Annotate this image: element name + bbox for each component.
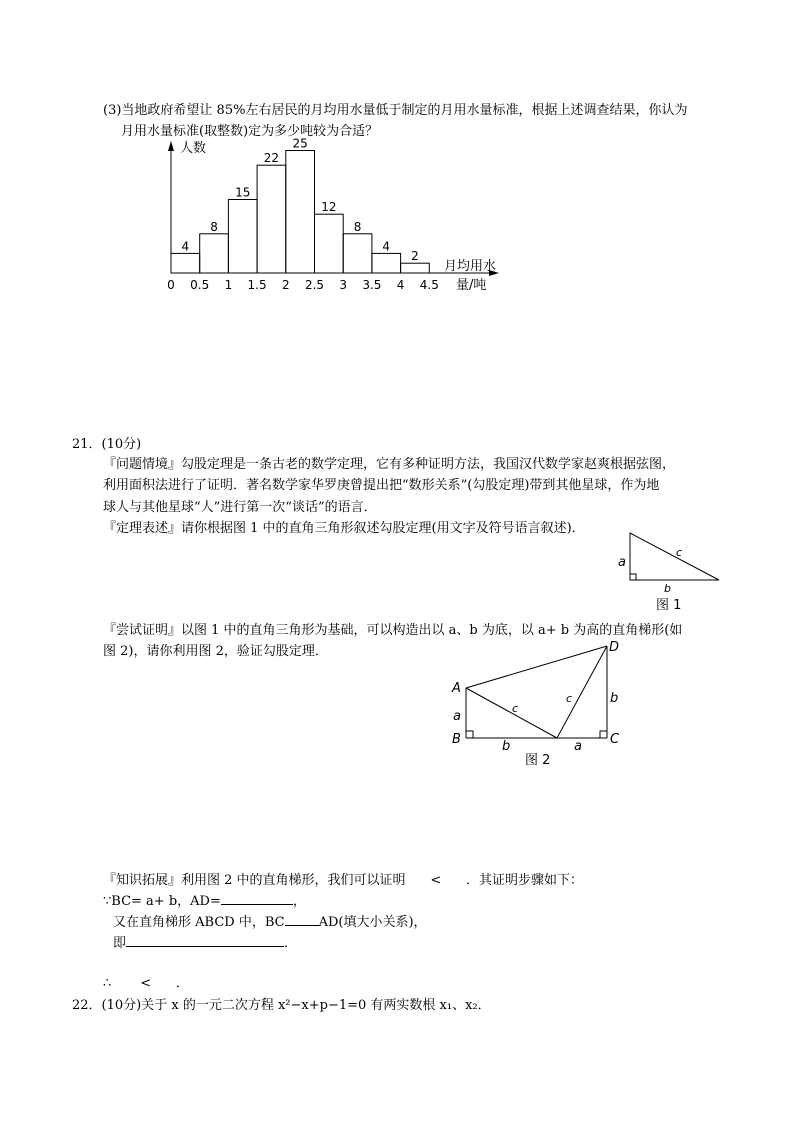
x-tick-label: 2 [281,278,290,292]
fig1-label-c: c [676,546,683,559]
q22-line: 22．(10分)关于 x 的一元二次方程 x²−x+p−1=0 有两实数根 x₁、x₂． [72,998,491,1013]
fig2-label-c-upper: c [566,692,573,705]
fig2-right-angle-C [600,731,607,738]
q21-step2-suffix: AD(填大小关系)， [318,915,427,930]
q21-step3-suffix: ． [284,936,298,951]
q21-intro-line1: 『问题情境』勾股定理是一条古老的数学定理，它有多种证明方法，我国汉代数学家赵爽根据弦图， [103,457,676,472]
fig2-edge-ED [557,646,607,738]
bar-value-label: 15 [235,185,251,200]
inequality-answer-blank[interactable] [126,934,284,947]
q20-part3-line2: 月用水量标准(取整数)定为多少吨较为合适？ [121,124,379,139]
bar-value-label: 2 [411,249,419,264]
ad-answer-blank[interactable] [221,892,293,905]
fig1-label-b: b [664,582,671,595]
x-tick-label: 0 [167,278,175,292]
q21-intro-line2: 利用面积法进行了证明．著名数学家华罗庚曾提出把“数形关系”(勾股定理)带到其他星球，作为地 [103,478,660,493]
q21-statement: 『定理表述』请你根据图 1 中的直角三角形叙述勾股定理(用文字及符号语言叙述)． [103,521,585,536]
bar-value-label: 4 [181,239,190,254]
x-tick-label: 3 [339,278,348,292]
relation-answer-blank[interactable] [285,913,319,926]
bar-value-label: 12 [321,200,337,215]
x-tick-label: 2.5 [304,278,325,292]
x-tick-label: 3.5 [362,278,382,292]
fig2-label-a-left: a [453,709,461,724]
fig2-label-C: C [610,732,620,747]
x-tick-label: 1.5 [247,278,267,292]
q21-step3-prefix: 即 [113,936,127,951]
q20-part3-line1: (3)当地政府希望让 85%左右居民的月均用水量低于制定的月用水量标准，根据上述调查结果，你认为 [103,103,688,118]
bar-value-label: 8 [210,219,218,234]
q21-step1 [103,890,306,909]
q21-conclusion: ∴ < ． [103,976,189,991]
q21-extend-line: 『知识拓展』利用图 2 中的直角梯形，我们可以证明 < ．其证明步骤如下： [103,873,584,888]
fig2-label-b-bottom: b [502,739,511,754]
x-tick-label: 1 [224,278,233,292]
bar-value-label: 22 [263,151,280,166]
x-tick-label: 0.5 [190,278,210,292]
q21-attempt-line1: 『尝试证明』以图 1 中的直角三角形为基础，可以构造出以 a、b 为底，以 a+ b 为高的直角梯形(如 [103,623,683,638]
bar-value-label: 8 [353,219,362,234]
fig2-edge-AD [466,646,607,688]
q21-step1-prefix: ∵BC= a+ b，AD= [103,894,221,909]
q21-attempt-line2: 图 2)，请你利用图 2，验证勾股定理． [103,644,328,659]
x-tick-label: 4.5 [419,278,439,292]
q21-intro-line3: 球人与其他星球“人”进行第一次“谈话”的语言． [103,500,377,515]
q21-step2 [113,911,427,930]
bar-value-label: 4 [382,239,391,254]
fig1-caption: 图 1 [656,598,682,613]
fig1-label-a: a [618,555,626,570]
fig2-right-angle-B [466,731,473,738]
fig2-label-c-lower: c [512,702,519,715]
x-axis-label-line1: 月均用水 [444,259,497,274]
q21-step2-prefix: 又在直角梯形 ABCD 中，BC [113,915,285,930]
fig2-label-b-right: b [610,691,619,706]
q21-header: 21．(10分) [72,437,142,452]
fig2-label-A: A [452,681,461,696]
fig2-label-B: B [452,732,461,747]
x-axis-label-line2: 量/吨 [456,278,487,293]
q21-step1-suffix: ， [292,894,306,909]
y-axis-label: 人数 [180,141,207,156]
fig2-label-a-bottom: a [574,739,582,754]
x-tick-label: 4 [396,278,405,292]
q21-step3 [113,932,297,951]
fig2-label-D: D [609,640,620,655]
bar-value-label: 25 [292,136,308,151]
fig2-caption: 图 2 [525,753,551,768]
